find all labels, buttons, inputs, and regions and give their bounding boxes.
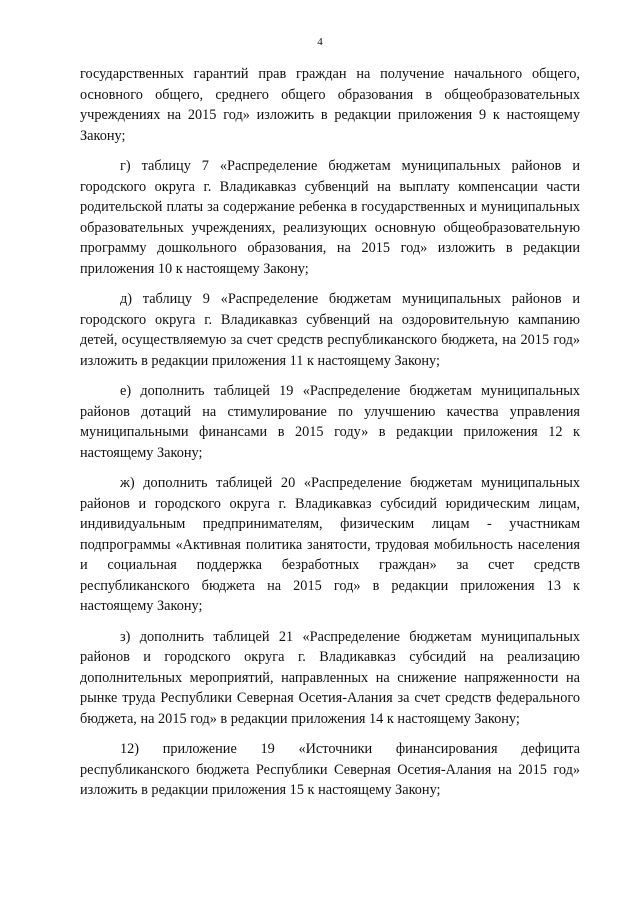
paragraph-item-zh: ж) дополнить таблицей 20 «Распределение бюджетам муниципальных районов и городского округа г. Владикавказ субсидий юридическим лицам, индивидуальным предпринимателям, физическим лицам - участникам подпрограммы «Активная политика занятости, трудовая мобильность населения и социальная поддержка безработных граждан» за счет средств республиканского бюджета на 2015 год» в редакции приложения 13 к настоящему Закону; [80,475,580,614]
paragraph-item-e: е) дополнить таблицей 19 «Распределение бюджетам муниципальных районов дотаций на стимулирование по улучшению качества управления муниципальными финансами в 2015 году» в редакции приложения 12 к настоящему Закону; [80,383,580,461]
page-number: 4 [317,36,323,48]
paragraph-item-d: д) таблицу 9 «Распределение бюджетам муниципальных районов и городского округа г. Владикавказ субвенций на оздоровительную кампанию детей, осуществляемую за счет средств республиканского бюджета, на 2015 год» изложить в редакции приложения 11 к настоящему Закону; [80,291,580,369]
paragraph-item-12: 12) приложение 19 «Источники финансирования дефицита республиканского бюджета Республики Северная Осетия-Алания на 2015 год» изложить в редакции приложения 15 к настоящему Закону; [80,741,580,798]
document-body [80,64,580,811]
paragraph-continuation: государственных гарантий прав граждан на получение начального общего, основного общего, среднего общего образования в общеобразовательных учреждениях на 2015 год» изложить в редакции приложения 9 к настоящему Закону; [80,66,580,144]
paragraph-item-g: г) таблицу 7 «Распределение бюджетам муниципальных районов и городского округа г. Владикавказ субвенций на выплату компенсации части родительской платы за содержание ребенка в государственных и муниципальных образовательных учреждениях, реализующих основную общеобразовательную программу дошкольного образования, на 2015 год» изложить в редакции приложения 10 к настоящему Закону; [80,158,580,277]
paragraph-item-z: з) дополнить таблицей 21 «Распределение бюджетам муниципальных районов и городского округа г. Владикавказ субсидий на реализацию дополнительных мероприятий, направленных на снижение напряженности на рынке труда Республики Северная Осетия-Алания за счет средств федерального бюджета, на 2015 год» в редакции приложения 14 к настоящему Закону; [80,628,580,727]
